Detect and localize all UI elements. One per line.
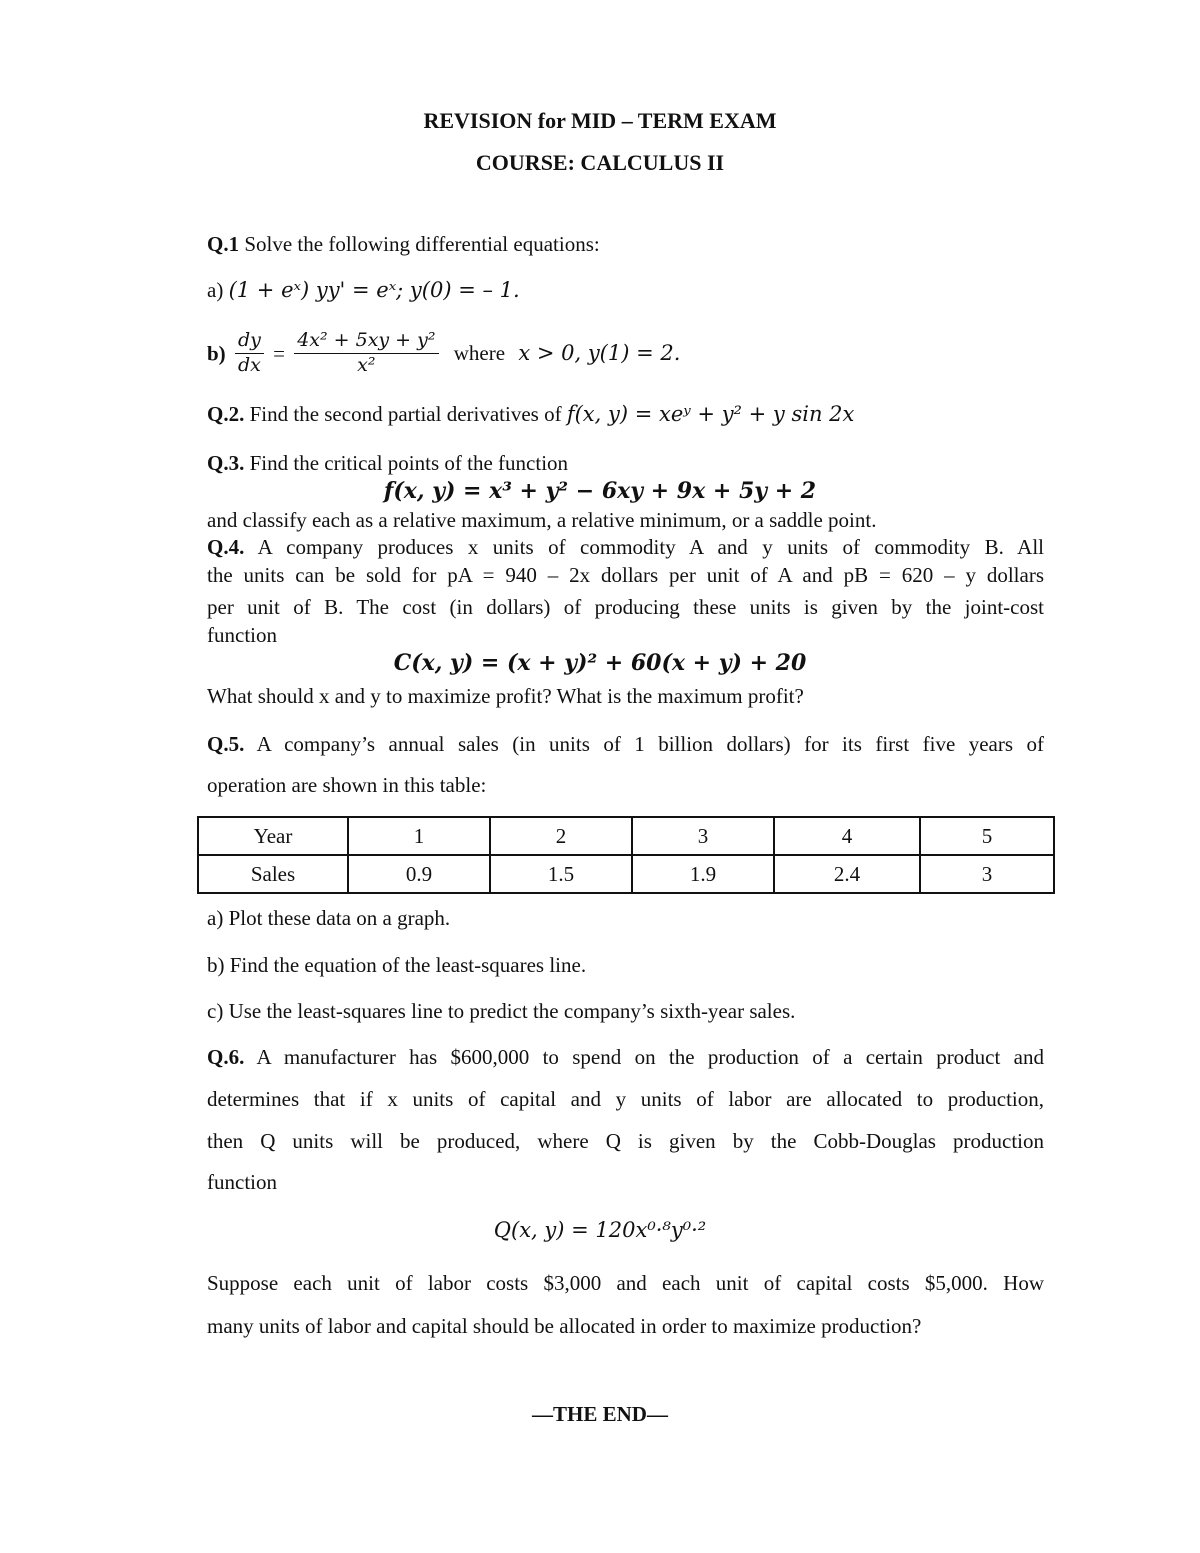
table-cell: Sales: [198, 855, 348, 893]
q1-b-lhs-num: dy: [235, 330, 264, 354]
q6-equation: Q(x, y) = 120x⁰·⁸y⁰·²: [493, 1218, 707, 1242]
q5-text-line1: A company’s annual sales (in units of 1 billion dollars) for its first five years of: [256, 732, 1044, 756]
q5-part-a: a) Plot these data on a graph.: [207, 906, 451, 930]
q1-b-rhs-fraction: [294, 330, 438, 377]
q5-line2: operation are shown in this table:: [207, 773, 487, 797]
q1-b-rhs-den: x²: [357, 353, 376, 376]
table-cell: 1.5: [490, 855, 632, 893]
q3-label: Q.3.: [207, 451, 245, 475]
q1-part-b: b) $\frac{dy}{dx}$ = $\frac{\text{4x² + 5xy + y²}}{\text{x²}}$ where x > 0, y(1) = 2.: [207, 329, 681, 376]
table-cell: 1.9: [632, 855, 774, 893]
q4-text-line1: A company produces x units of commodity A and y units of commodity B. All: [257, 535, 1044, 559]
table-cell: 2.4: [774, 855, 920, 893]
q2-equation: f(x, y) = xeʸ + y² + y sin 2x: [566, 402, 855, 426]
q6-line6: many units of labor and capital should be allocated in order to maximize production?: [207, 1314, 922, 1338]
q1-label: Q.1: [207, 232, 240, 256]
the-end: ––THE END––: [532, 1402, 668, 1426]
q1-b-where: where: [453, 341, 506, 366]
q1-b-lhs-fraction: [235, 330, 264, 377]
q4-line1: [207, 535, 1044, 559]
q2-question: [207, 402, 854, 426]
q6-line2: determines that if x units of capital and y units of labor are allocated to production,: [207, 1087, 1044, 1111]
q5-label: Q.5.: [207, 732, 245, 756]
q2-text: Find the second partial derivatives of: [249, 402, 562, 426]
table-cell: 0.9: [348, 855, 490, 893]
q4-question-text: What should x and y to maximize profit? What is the maximum profit?: [207, 684, 804, 708]
table-cell: 5: [920, 817, 1054, 855]
table-cell: 2: [490, 817, 632, 855]
table-row: [198, 855, 1054, 893]
q5-line1: [207, 732, 1044, 756]
q1-part-a: [207, 278, 520, 302]
q1-a-label: a): [207, 278, 224, 302]
q3-equation: f(x, y) = x³ + y² − 6xy + 9x + 5y + 2: [383, 478, 817, 504]
table-row: [198, 817, 1054, 855]
table-cell: Year: [198, 817, 348, 855]
q6-label: Q.6.: [207, 1045, 245, 1069]
table-cell: 1: [348, 817, 490, 855]
q4-equation: C(x, y) = (x + y)² + 60(x + y) + 20: [393, 650, 807, 676]
q4-line4: function: [207, 623, 277, 647]
q2-label: Q.2.: [207, 402, 245, 426]
q6-text-line1: A manufacturer has $600,000 to spend on the production of a certain product and: [256, 1045, 1044, 1069]
table-cell: 3: [632, 817, 774, 855]
q1-b-label: b): [207, 341, 226, 366]
q4-label: Q.4.: [207, 535, 245, 559]
q6-line1: [207, 1045, 1044, 1069]
q6-line4: function: [207, 1170, 277, 1194]
q4-line3: per unit of B. The cost (in dollars) of producing these units is given by the joint-cost: [207, 595, 1044, 619]
q4-line2: the units can be sold for pA = 940 – 2x dollars per unit of A and pB = 620 – y dollars: [207, 563, 1044, 587]
table-cell: 4: [774, 817, 920, 855]
q1-b-rhs-num: 4x² + 5xy + y²: [294, 330, 438, 354]
q3-text: Find the critical points of the function: [249, 451, 569, 475]
q6-line3: then Q units will be produced, where Q is given by the Cobb-Douglas production: [207, 1129, 1044, 1153]
q6-line5: Suppose each unit of labor costs $3,000 and each unit of capital costs $5,000. How: [207, 1271, 1044, 1295]
table-cell: 3: [920, 855, 1054, 893]
q3-question: [207, 451, 568, 475]
exam-title: REVISION for MID – TERM EXAM: [423, 108, 777, 133]
q1-a-equation: (1 + eˣ) yy' = eˣ; y(0) = – 1.: [228, 278, 520, 302]
q1-question: [207, 232, 600, 256]
sales-table: [197, 816, 1055, 894]
q5-part-c: c) Use the least-squares line to predict the company’s sixth-year sales.: [207, 999, 796, 1023]
q1-text: Solve the following differential equations:: [244, 232, 600, 256]
q1-b-condition: x > 0, y(1) = 2.: [518, 341, 681, 366]
q5-part-b: b) Find the equation of the least-squares line.: [207, 953, 587, 977]
q3-classify-text: and classify each as a relative maximum, a relative minimum, or a saddle point.: [207, 508, 877, 532]
q1-b-lhs-den: dx: [237, 353, 261, 376]
course-title: COURSE: CALCULUS II: [475, 150, 725, 175]
